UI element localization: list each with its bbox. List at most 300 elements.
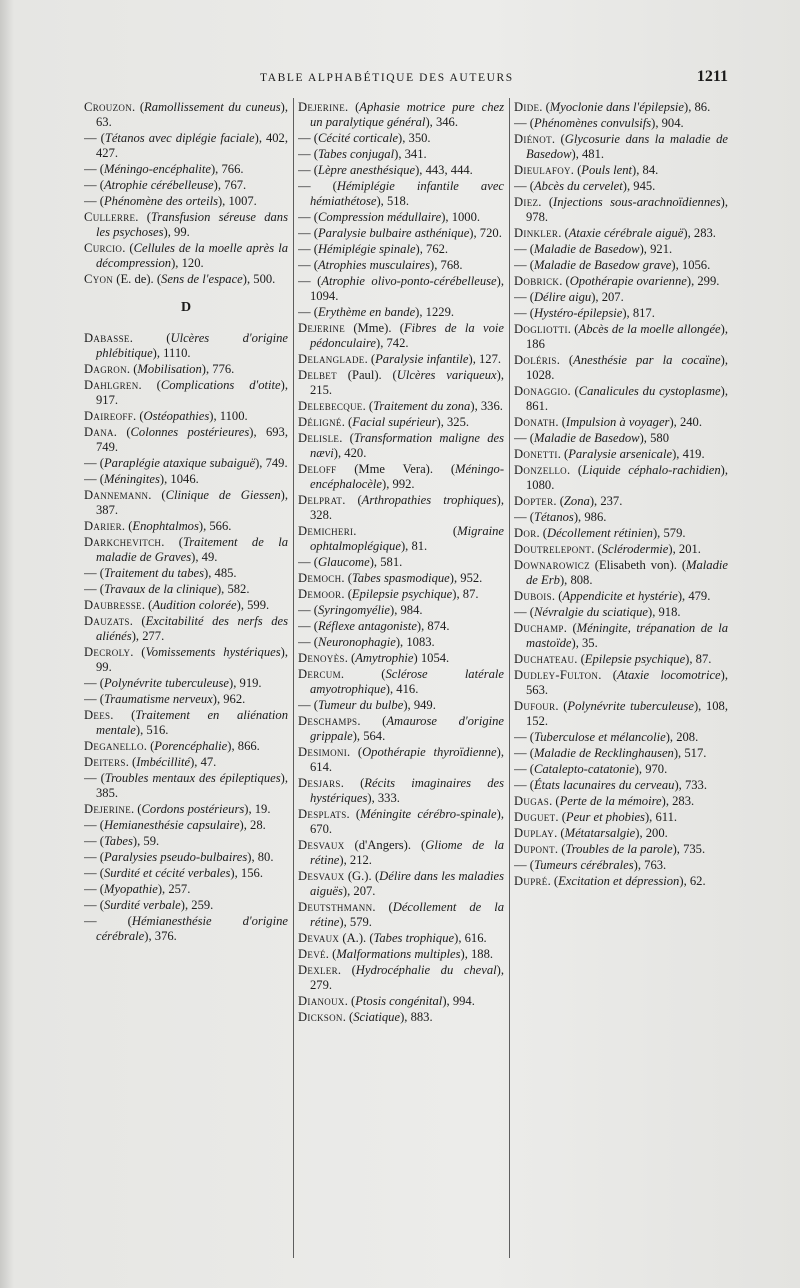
author-name: Dudley-Fulton: [514, 668, 599, 682]
repeat-dash: —: [298, 147, 314, 161]
page-refs: , 47.: [194, 755, 217, 769]
index-entry: Denoyès. (Amytrophie) 1054.: [298, 651, 450, 665]
index-entry: Dieulafoy. (Pouls lent), 84.: [514, 163, 659, 177]
page-refs: , 917.: [96, 378, 288, 407]
author-name: Dupont: [514, 842, 555, 856]
subject-title: Délire aigu: [533, 290, 592, 304]
author-name: Dubois: [514, 589, 552, 603]
page-refs: , 1080.: [526, 463, 728, 492]
index-entry: — (Catalepto-catatonie), 970.: [514, 762, 668, 776]
subject-title: Anesthésie par la cocaïne: [573, 353, 721, 367]
subject-title: Injections sous-arachnoïdiennes: [553, 195, 721, 209]
author-name: Diénot: [514, 132, 552, 146]
repeat-dash: —: [298, 555, 314, 569]
author-name: Darkchevitch: [84, 535, 162, 549]
index-entry: — (Maladie de Basedow), 921.: [514, 242, 673, 256]
author-name: Donzello: [514, 463, 567, 477]
page-refs: , 336.: [474, 399, 503, 413]
subject-title: Opothérapie thyroïdienne: [362, 745, 497, 759]
index-entry: — (Maladie de Basedow), 580: [514, 431, 669, 445]
index-entry: — (Surdité et cécité verbales), 156.: [84, 866, 263, 880]
subject-title: Sclérodermie: [601, 542, 669, 556]
subject-title: Canalicules du cystoplasme: [578, 384, 721, 398]
page-refs: , 341.: [398, 147, 427, 161]
author-name: Dejerine: [298, 100, 345, 114]
page-refs: , 582.: [221, 582, 250, 596]
page-refs: , 861.: [526, 384, 728, 413]
subject-title: Tétanos: [533, 510, 574, 524]
repeat-dash: —: [298, 305, 314, 319]
index-entry: Downarowicz (Elisabeth von). (Maladie de Erb), 808.: [514, 558, 728, 587]
index-entry: Déligné. (Facial supérieur), 325.: [298, 415, 470, 429]
index-entry: — (Réflexe antagoniste), 874.: [298, 619, 450, 633]
repeat-dash: —: [514, 242, 530, 256]
subject-title: Traitement du zona: [373, 399, 471, 413]
index-entry: — (États lacunaires du cerveau), 733.: [514, 778, 707, 792]
page-refs: , 1007.: [222, 194, 257, 208]
index-entry: Dugas. (Perte de la mémoire), 283.: [514, 794, 695, 808]
subject-title: Glaucome: [317, 555, 370, 569]
page-refs: , 259.: [184, 898, 214, 912]
subject-title: Tumeurs cérébrales: [533, 858, 634, 872]
repeat-dash: —: [84, 582, 100, 596]
author-name: Delanglade: [298, 352, 365, 366]
author-name: Dahlgren: [84, 378, 139, 392]
subject-title: Perte de la mémoire: [559, 794, 662, 808]
subject-title: Polynévrite tuberculeuse: [103, 676, 230, 690]
subject-title: Epilepsie psychique: [584, 652, 686, 666]
index-entry: — (Neuronophagie), 1083.: [298, 635, 435, 649]
author-name: Deutsthmann: [298, 900, 373, 914]
author-name: Dide: [514, 100, 540, 114]
page-refs: , 19.: [248, 802, 271, 816]
repeat-dash: —: [84, 882, 100, 896]
subject-title: Ataxie locomotrice: [616, 668, 721, 682]
index-entry: Duchateau. (Epilepsie psychique), 87.: [514, 652, 712, 666]
page-refs: , 776.: [205, 362, 235, 376]
subject-title: Cécité corticale: [317, 131, 399, 145]
subject-title: Erythème en bande: [317, 305, 416, 319]
page-refs: , 283.: [665, 794, 695, 808]
subject-title: Enophtalmos: [132, 519, 199, 533]
page-refs: , 479.: [682, 589, 711, 603]
subject-title: Liquide céphalo-rachidien: [582, 463, 721, 477]
repeat-dash: —: [298, 698, 314, 712]
page-refs: , 749.: [259, 456, 288, 470]
index-entry: — (Méningo-encéphalite), 766.: [84, 162, 244, 176]
page-refs: 1054.: [417, 651, 450, 665]
author-name: Decroly: [84, 645, 131, 659]
subject-title: Atrophie cérébelleuse: [103, 178, 214, 192]
subject-title: Tabes conjugal: [317, 147, 395, 161]
page-refs: , 1110.: [156, 346, 191, 360]
index-entry: Duguet. (Peur et phobies), 611.: [514, 810, 678, 824]
author-name: Downarowicz: [514, 558, 590, 572]
subject-title: Hemianesthésie capsulaire: [103, 818, 240, 832]
index-entry: — (Hémiplégie spinale), 762.: [298, 242, 449, 256]
author-name: Dobrick: [514, 274, 560, 288]
header-title: TABLE ALPHABÉTIQUE DES AUTEURS: [260, 72, 514, 84]
subject-title: Aphasie motrice pure chez un paralytique général: [310, 100, 504, 129]
author-name: Duchateau: [514, 652, 575, 666]
author-name: Dickson: [298, 1010, 343, 1024]
page-refs: , 416.: [390, 682, 419, 696]
repeat-dash: —: [84, 866, 100, 880]
page-refs: , 866.: [231, 739, 260, 753]
author-name: Desplats: [298, 807, 347, 821]
index-entry: — (Troubles mentaux des épileptiques), 385.: [84, 771, 288, 800]
subject-title: Facial supérieur: [352, 415, 437, 429]
subject-title: Récits imaginaires des hystériques: [310, 776, 504, 805]
index-entry: — (Erythème en bande), 1229.: [298, 305, 455, 319]
subject-title: Paralysies pseudo-bulbaires: [103, 850, 248, 864]
subject-title: Amytrophie: [355, 651, 414, 665]
index-entry: Darkchevitch. (Traitement de la maladie de Graves), 49.: [84, 535, 288, 564]
index-entry: Delbet (Paul). (Ulcères variqueux), 215.: [298, 368, 504, 397]
page-refs: , 333.: [371, 791, 400, 805]
page-refs: , 579.: [657, 526, 686, 540]
subject-title: Décollement rétinien: [547, 526, 653, 540]
index-entry: — (Tétanos), 986.: [514, 510, 607, 524]
subject-title: Neuronophagie: [317, 635, 396, 649]
subject-title: Malformations multiples: [336, 947, 461, 961]
index-entry: Delisle. (Transformation maligne des nævi), 420.: [298, 431, 504, 460]
author-name: Dauzats: [84, 614, 130, 628]
author-name: Deganello: [84, 739, 144, 753]
subject-title: Transfusion séreuse dans les psychoses: [96, 210, 288, 239]
subject-title: Traumatisme nerveux: [103, 692, 213, 706]
author-name: Déligné: [298, 415, 342, 429]
index-entry: Dubois. (Appendicite et hystérie), 479.: [514, 589, 711, 603]
subject-title: Troubles mentaux des épileptiques: [104, 771, 281, 785]
index-entry: — (Tuberculose et mélancolie), 208.: [514, 730, 699, 744]
page-refs: , 742.: [380, 336, 409, 350]
index-entry: Dickson. (Sciatique), 883.: [298, 1010, 433, 1024]
page-refs: , 579.: [343, 915, 372, 929]
index-entry: — (Compression médullaire), 1000.: [298, 210, 481, 224]
repeat-dash: —: [298, 635, 314, 649]
subject-title: Hémianesthésie d'origine cérébrale: [96, 914, 288, 943]
author-qualifier: (Paul): [347, 368, 379, 382]
author-name: Dagron: [84, 362, 127, 376]
page-refs: , 874.: [421, 619, 450, 633]
author-name: Duchamp: [514, 621, 564, 635]
author-name: Desjars: [298, 776, 341, 790]
page-refs: , 735.: [676, 842, 706, 856]
index-entry: Donaggio. (Canalicules du cystoplasme), 861.: [514, 384, 728, 413]
author-name: Denoyès: [298, 651, 345, 665]
index-column-1: [84, 100, 288, 1260]
index-entry: Delebecque. (Traitement du zona), 336.: [298, 399, 503, 413]
subject-title: Méningite, trépanation de la mastoïde: [526, 621, 728, 650]
subject-title: Ramollissement du cuneus: [144, 100, 281, 114]
subject-title: Traitement de la maladie de Graves: [96, 535, 288, 564]
subject-title: Atrophies musculaires: [317, 258, 431, 272]
page-refs: , 616.: [458, 931, 487, 945]
repeat-dash: —: [84, 178, 100, 192]
page-refs: , 59.: [137, 834, 160, 848]
page-refs: , 376.: [148, 929, 177, 943]
repeat-dash: —: [514, 730, 530, 744]
repeat-dash: —: [514, 762, 530, 776]
index-entry: — (Hystéro-épilepsie), 817.: [514, 306, 655, 320]
index-entry: Dufour. (Polynévrite tuberculeuse), 108, 152.: [514, 699, 728, 728]
subject-title: Catalepto-catatonie: [533, 762, 635, 776]
author-name: Desimoni: [298, 745, 347, 759]
author-name: Dogliotti: [514, 322, 568, 336]
index-entry: Curcio. (Cellules de la moelle après la décompression), 120.: [84, 241, 288, 270]
page-refs: , 201.: [672, 542, 701, 556]
page-refs: , 279.: [310, 963, 504, 992]
index-entry: Dianoux. (Ptosis congénital), 994.: [298, 994, 475, 1008]
author-name: Dianoux: [298, 994, 345, 1008]
page-refs: , 99.: [167, 225, 190, 239]
subject-title: Compression médullaire: [317, 210, 442, 224]
page-refs: , 207.: [347, 884, 376, 898]
page-refs: , 984.: [394, 603, 423, 617]
page-refs: , 817.: [626, 306, 655, 320]
page-refs: , 419.: [676, 447, 705, 461]
page-refs: , 49.: [195, 550, 218, 564]
index-entry: Decroly. (Vomissements hystériques), 99.: [84, 645, 288, 674]
index-entry: Deschamps. (Amaurose d'origine grippale), 564.: [298, 714, 504, 743]
author-name: Cyon: [84, 272, 114, 286]
subject-title: Tabes trophique: [373, 931, 455, 945]
subject-title: Méningo-encéphalite: [103, 162, 211, 176]
subject-title: Méningites: [103, 472, 160, 486]
subject-title: Troubles de la parole: [565, 842, 673, 856]
author-name: Crouzon: [84, 100, 132, 114]
author-name: Deiters: [84, 755, 126, 769]
index-entry: Dupré. (Excitation et dépression), 62.: [514, 874, 706, 888]
index-entry: — (Syringomyélie), 984.: [298, 603, 423, 617]
page-refs: , 186: [526, 322, 728, 351]
author-name: Dees: [84, 708, 111, 722]
subject-title: Ulcères variqueux: [396, 368, 497, 382]
column-divider: [293, 98, 294, 1258]
index-entry: Dagron. (Mobilisation), 776.: [84, 362, 235, 376]
index-entry: Dejerine. (Aphasie motrice pure chez un paralytique général), 346.: [298, 100, 504, 129]
author-name: Delprat: [298, 493, 343, 507]
index-entry: Dauzats. (Excitabilité des nerfs des aliénés), 277.: [84, 614, 288, 643]
index-entry: Donetti. (Paralysie arsenicale), 419.: [514, 447, 705, 461]
author-name: Cullerre: [84, 210, 136, 224]
repeat-dash: —: [84, 162, 100, 176]
repeat-dash: —: [298, 163, 314, 177]
page-refs: , 518.: [380, 194, 409, 208]
subject-title: Traitement du tabes: [103, 566, 205, 580]
index-entry: — (Tumeurs cérébrales), 763.: [514, 858, 667, 872]
subject-title: Vomissements hystériques: [145, 645, 281, 659]
subject-title: Sclérose latérale amyotrophique: [310, 667, 504, 696]
index-entry: Democh. (Tabes spasmodique), 952.: [298, 571, 483, 585]
subject-title: Délire dans les maladies aiguës: [310, 869, 504, 898]
repeat-dash: —: [298, 226, 314, 240]
author-name: Doléris: [514, 353, 557, 367]
page-refs: , 481.: [575, 147, 605, 161]
subject-title: Mobilisation: [137, 362, 202, 376]
page-refs: , 1083.: [400, 635, 435, 649]
repeat-dash: —: [84, 771, 101, 785]
subject-title: Sciatique: [353, 1010, 401, 1024]
index-entry: — (Cécité corticale), 350.: [298, 131, 431, 145]
index-entry: — (Surdité verbale), 259.: [84, 898, 214, 912]
page-refs: , 237.: [594, 494, 623, 508]
subject-title: Colonnes postérieures: [130, 425, 250, 439]
subject-title: Hémiplégie spinale: [317, 242, 416, 256]
subject-title: Sens de l'espace: [161, 272, 243, 286]
index-entry: — (Atrophies musculaires), 768.: [298, 258, 463, 272]
index-entry: Dor. (Décollement rétinien), 579.: [514, 526, 686, 540]
subject-title: Zona: [563, 494, 590, 508]
subject-title: Porencéphalie: [154, 739, 228, 753]
subject-title: Ptosis congénital: [355, 994, 443, 1008]
subject-title: États lacunaires du cerveau: [533, 778, 675, 792]
page-refs: , 733.: [678, 778, 707, 792]
page-refs: , 208.: [669, 730, 699, 744]
page-refs: , 62.: [683, 874, 706, 888]
author-name: Dercum: [298, 667, 341, 681]
page-refs: , 580: [643, 431, 669, 445]
subject-title: Glycosurie dans la maladie de Basedow: [526, 132, 728, 161]
page-refs: , 962.: [216, 692, 246, 706]
subject-title: Méningo-encéphalocèle: [310, 462, 504, 491]
page-refs: , 808.: [564, 573, 593, 587]
index-entry: Dana. (Colonnes postérieures), 693, 749.: [84, 425, 288, 454]
page-refs: , 949.: [407, 698, 436, 712]
repeat-dash: —: [298, 131, 314, 145]
repeat-dash: —: [84, 850, 100, 864]
page-refs: , 566.: [203, 519, 232, 533]
subject-title: Myopathie: [103, 882, 158, 896]
author-name: Demoor: [298, 587, 342, 601]
repeat-dash: —: [514, 605, 530, 619]
page-refs: , 516.: [140, 723, 169, 737]
index-entry: Deganello. (Porencéphalie), 866.: [84, 739, 260, 753]
index-entry: — (Atrophie cérébelleuse), 767.: [84, 178, 247, 192]
subject-title: Atrophie olivo-ponto-cérébelleuse: [321, 274, 497, 288]
index-entry: — (Traumatisme nerveux), 962.: [84, 692, 246, 706]
author-name: Delisle: [298, 431, 340, 445]
index-entry: Demoor. (Epilepsie psychique), 87.: [298, 587, 479, 601]
author-qualifier: (d'Angers): [354, 838, 408, 852]
page-refs: , 1028.: [526, 353, 728, 382]
page-refs: , 108, 152.: [526, 699, 728, 728]
index-entry: Doléris. (Anesthésie par la cocaïne), 1028.: [514, 353, 728, 382]
section-letter: D: [180, 300, 192, 315]
index-entry: Crouzon. (Ramollissement du cuneus), 63.: [84, 100, 288, 129]
page-refs: , 387.: [96, 488, 288, 517]
subject-title: Excitabilité des nerfs des aliénés: [96, 614, 288, 643]
page-refs: , 693, 749.: [96, 425, 288, 454]
index-entry: — (Polynévrite tuberculeuse), 919.: [84, 676, 262, 690]
page-refs: , 80.: [251, 850, 274, 864]
repeat-dash: —: [84, 456, 100, 470]
index-entry: Devaux (A.). (Tabes trophique), 616.: [298, 931, 487, 945]
index-entry: — (Tumeur du bulbe), 949.: [298, 698, 436, 712]
index-entry: — (Abcès du cervelet), 945.: [514, 179, 656, 193]
repeat-dash: —: [298, 258, 314, 272]
page-refs: , 81.: [405, 539, 428, 553]
index-entry: Duchamp. (Méningite, trépanation de la mastoïde), 35.: [514, 621, 728, 650]
subject-title: Maladie de Basedow grave: [533, 258, 672, 272]
subject-title: Maladie de Recklinghausen: [533, 746, 674, 760]
repeat-dash: —: [84, 472, 100, 486]
author-name: Dana: [84, 425, 114, 439]
repeat-dash: —: [514, 306, 530, 320]
index-entry: — (Phénomène des orteils), 1007.: [84, 194, 257, 208]
repeat-dash: —: [298, 619, 314, 633]
index-entry: Daubresse. (Audition colorée), 599.: [84, 598, 270, 612]
index-entry: Dinkler. (Ataxie cérébrale aiguë), 283.: [514, 226, 716, 240]
page-refs: , 28.: [243, 818, 266, 832]
index-entry: Desvaux (d'Angers). (Gliome de la rétine), 212.: [298, 838, 504, 867]
index-entry: — (Glaucome), 581.: [298, 555, 403, 569]
page-refs: , 564.: [356, 729, 386, 743]
repeat-dash: —: [514, 258, 530, 272]
page-refs: , 207.: [595, 290, 624, 304]
index-entry: Dannemann. (Clinique de Giessen), 387.: [84, 488, 288, 517]
index-entry: — (Phénomènes convulsifs), 904.: [514, 116, 684, 130]
index-entry: Desjars. (Récits imaginaires des hystériques), 333.: [298, 776, 504, 805]
repeat-dash: —: [84, 834, 100, 848]
index-entry: — (Traitement du tabes), 485.: [84, 566, 237, 580]
page-refs: , 485.: [208, 566, 237, 580]
page-refs: , 1229.: [419, 305, 455, 319]
page-refs: , 240.: [673, 415, 702, 429]
subject-title: Tumeur du bulbe: [317, 698, 404, 712]
page-refs: , 325.: [440, 415, 470, 429]
repeat-dash: —: [84, 566, 100, 580]
subject-title: Abcès du cervelet: [533, 179, 623, 193]
index-entry: — (Maladie de Basedow grave), 1056.: [514, 258, 711, 272]
subject-title: Epilepsie psychique: [351, 587, 453, 601]
author-name: Diez: [514, 195, 539, 209]
index-entry: — (Paralysie bulbaire asthénique), 720.: [298, 226, 502, 240]
page-refs: , 385.: [96, 771, 288, 800]
author-name: Dieulafoy: [514, 163, 571, 177]
author-qualifier: (Mme): [353, 321, 389, 335]
page-refs: , 328.: [310, 493, 504, 522]
page-refs: , 918.: [652, 605, 681, 619]
author-name: Dugas: [514, 794, 550, 808]
author-name: Donaggio: [514, 384, 568, 398]
author-name: Donetti: [514, 447, 558, 461]
index-entry: — (Névralgie du sciatique), 918.: [514, 605, 681, 619]
author-name: Delbet: [298, 368, 337, 382]
author-qualifier: (E. de): [116, 272, 151, 286]
page-refs: , 992.: [386, 477, 415, 491]
subject-title: Phénomène des orteils: [103, 194, 218, 208]
page-refs: , 443, 444.: [419, 163, 473, 177]
page-refs: , 994.: [446, 994, 475, 1008]
subject-title: Hystéro-épilepsie: [533, 306, 623, 320]
author-name: Duguet: [514, 810, 556, 824]
index-entry: Dobrick. (Opothérapie ovarienne), 299.: [514, 274, 720, 288]
author-qualifier: (G.): [347, 869, 369, 883]
page-refs: , 581.: [373, 555, 403, 569]
author-name: Curcio: [84, 241, 123, 255]
page-refs: , 599.: [240, 598, 270, 612]
index-entry: Dejerine. (Cordons postérieurs), 19.: [84, 802, 271, 816]
page-refs: , 614.: [310, 745, 504, 774]
index-entry: — (Hemianesthésie capsulaire), 28.: [84, 818, 266, 832]
author-qualifier: (Elisabeth von): [594, 558, 674, 572]
index-column-3: [514, 100, 728, 1260]
subject-title: Paralysie infantile: [375, 352, 469, 366]
repeat-dash: —: [298, 242, 314, 256]
subject-title: Méningite cérébro-spinale: [360, 807, 497, 821]
